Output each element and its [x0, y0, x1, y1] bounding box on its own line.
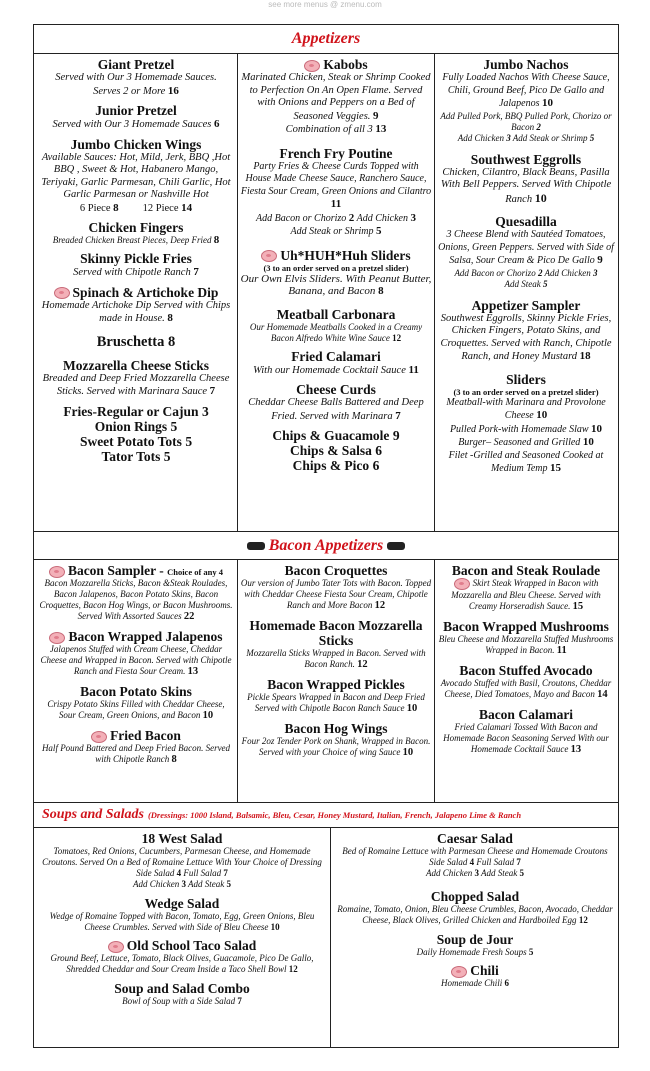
appetizers-col-1 [38, 57, 234, 464]
item-name: Bacon Stuffed Avocado [459, 663, 593, 678]
item-name: Uh*HUH*Huh Sliders [280, 247, 411, 263]
divider [434, 559, 435, 802]
item-note: (3 to an order served on a pretzel slider) [453, 386, 599, 397]
item-desc: Crispy Potato Skins Filled with Cheddar Cheese, Sour Cream, Green Onions, and Bacon [47, 699, 225, 720]
item-name: Soup de Jour [436, 932, 514, 947]
item-price: 7 [237, 996, 242, 1006]
sunglasses-icon [387, 542, 405, 550]
item-name: Onion Rings [94, 418, 168, 434]
item-price: 5 [528, 947, 534, 957]
pig-icon [49, 632, 65, 644]
item-price: 3 [506, 132, 511, 143]
menu-item [437, 152, 615, 207]
item-price: 8 [213, 234, 220, 246]
item-name: Quesadilla [495, 214, 557, 229]
item-desc: Breaded Chicken Breast Pieces, Deep Fried [52, 235, 212, 245]
menu-item [240, 307, 432, 344]
item-price: 5 [226, 879, 232, 889]
divider [34, 53, 618, 54]
item-price: 5 [589, 132, 595, 143]
add-on: Add Steak or Shrimp [512, 132, 588, 143]
item-name: Tator Tots [101, 448, 161, 464]
add-on: Add Chicken [457, 132, 504, 143]
soups-title: Soups and Salads [42, 807, 144, 822]
item-price: 22 [183, 611, 195, 622]
appetizers-title: Appetizers [291, 30, 361, 47]
add-on: Add Steak [481, 868, 518, 878]
menu-item [240, 349, 432, 378]
divider [34, 559, 618, 560]
add-on: Add Bacon or Chorizo [256, 212, 347, 224]
item-price: 2 [536, 121, 541, 132]
item-name: Soup and Salad Combo [114, 981, 250, 996]
item-name: Jumbo Chicken Wings [70, 136, 202, 152]
item-price: 10 [406, 703, 418, 714]
item-price: 2 [348, 211, 355, 224]
item-name: Chopped Salad [430, 889, 520, 904]
item-price: 5 [163, 448, 171, 464]
item-name: Fried Calamari [291, 348, 381, 364]
slider-option: Pulled Pork-with Homemade Slaw [449, 423, 589, 435]
item-price: 7 [209, 385, 216, 397]
divider [330, 827, 331, 1047]
item-price: 14 [597, 689, 608, 700]
item-price: 5 [376, 225, 382, 237]
item-name: Sliders [506, 371, 546, 387]
item-name: Bacon Wrapped Pickles [267, 677, 405, 692]
item-price: 11 [330, 198, 342, 210]
item-name: Mozzarella Cheese Sticks [63, 357, 209, 373]
item-price: 8 [378, 285, 384, 297]
menu-item [336, 889, 614, 926]
item-price: 2 [537, 267, 543, 278]
item-desc: Available Sauces: Hot, Mild, Jerk, BBQ ,Hot BBQ , Sweet & Hot, Habanero Mango, Teriyaki, Garlic Parmesan, Chili Garlic, Hot Garlic Parmesan or Nashville Hot [41, 151, 231, 200]
add-on: Add Pulled Pork, BBQ Pulled Pork, Chorizo or Bacon [440, 110, 612, 132]
menu-item [240, 563, 432, 611]
menu-item [240, 721, 432, 758]
menu-item [437, 619, 615, 656]
item-name: Bacon Sampler - [67, 563, 164, 578]
pig-icon [304, 60, 320, 72]
item-price: 4 [176, 868, 182, 878]
item-name: Giant Pretzel [97, 57, 175, 72]
dressings-list: (Dressings: 1000 Island, Balsamic, Bleu, Cesar, Honey Mustard, Italian, French, Jalapeno Lime & Ranch [147, 810, 522, 820]
item-price: 12 [578, 915, 588, 925]
divider [237, 53, 238, 531]
menu-item [437, 707, 615, 755]
divider [237, 559, 238, 802]
item-name: French Fry Poutine [279, 145, 393, 161]
pig-icon [49, 566, 65, 578]
soups-col-1 [40, 831, 324, 1012]
item-desc: Our Own Elvis Sliders. With Peanut Butter, Banana, and Bacon [240, 272, 432, 297]
item-price: 5 [519, 868, 525, 878]
item-price: 11 [408, 363, 419, 376]
item-desc: Bed of Romaine Lettuce with Parmesan Cheese and Homemade Croutons [342, 846, 608, 856]
item-price: 7 [193, 266, 199, 278]
item-name: Bacon Calamari [478, 707, 574, 722]
menu-item [40, 896, 324, 933]
item-price: 9 [392, 428, 400, 443]
size-label: Side Salad [429, 857, 468, 867]
item-price: 4 [469, 857, 475, 867]
appetizers-col-3 [437, 57, 615, 481]
item-price: 16 [167, 84, 179, 97]
item-name: Chips & Guacamole [272, 428, 390, 443]
menu-item [38, 335, 234, 350]
menu-item [38, 251, 234, 280]
item-name: Chicken Fingers [88, 220, 184, 235]
item-name: Caesar Salad [437, 831, 513, 846]
pig-icon [261, 250, 277, 262]
menu-item [38, 103, 234, 132]
item-name: Bacon and Steak Roulade [451, 563, 601, 578]
item-price: 15 [572, 601, 584, 612]
item-price: 8 [167, 312, 173, 324]
size-label: Full Salad [183, 868, 222, 878]
item-name: Chips & Salsa [290, 443, 372, 458]
menu-item [240, 57, 432, 137]
item-name: Wedge Salad [144, 896, 220, 911]
menu-item [336, 932, 614, 958]
divider [34, 827, 618, 828]
add-on: Add Steak or Shrimp [290, 226, 374, 237]
item-desc: Skirt Steak Wrapped in Bacon with Mozzarella and Bleu Cheese. Served with Creamy Horseradish Sauce. [451, 578, 601, 611]
menu-item [437, 214, 615, 290]
item-name: Bacon Potato Skins [80, 684, 192, 699]
item-name: Jumbo Nachos [483, 57, 569, 72]
add-on: Add Chicken [132, 879, 180, 889]
menu-item [38, 728, 234, 765]
item-price: 11 [556, 645, 567, 656]
menu-item [40, 938, 324, 975]
item-desc: 3 Cheese Blend with Sautéed Tomatoes, Onions, Green Peppers. Served with Side of Salsa, Sour Cream & Pico De Gallo [438, 229, 614, 266]
item-price: 8 [113, 201, 119, 214]
item-name: Bacon Hog Wings [284, 721, 388, 736]
item-price: 9 [597, 254, 603, 266]
menu-item [38, 137, 234, 216]
item-price: 9 [373, 109, 379, 122]
item-name: Bacon Croquettes [284, 563, 388, 578]
bacon-col-3 [437, 563, 615, 760]
item-desc: Romaine, Tomato, Onion, Bleu Cheese Crumbles, Bacon, Avocado, Cheddar Cheese, Black Olives, Grilled Chicken and Hardboiled Egg [337, 904, 613, 925]
item-name: Kabobs [323, 57, 368, 72]
item-desc: Served with Chipotle Ranch [73, 267, 191, 278]
item-desc: Chicken, Cilantro, Black Beans, Pasilla With Bell Peppers. Served With Chipotle Ranch [440, 166, 612, 205]
menu-item [38, 629, 234, 677]
menu-item [437, 563, 615, 612]
item-name: Chips & Pico [292, 458, 370, 473]
item-desc: Pickle Spears Wrapped in Bacon and Deep Fried Served with Chipotle Bacon Ranch Sauce [247, 692, 425, 713]
item-desc: Fully Loaded Nachos With Cheese Sauce, Chili, Ground Beef, Pico De Gallo and Jalapenos [442, 72, 610, 109]
item-price: 18 [579, 350, 591, 362]
item-note: Choice of any 4 [167, 567, 224, 577]
item-price: 13 [187, 666, 199, 677]
divider [34, 802, 618, 803]
item-name: Fries-Regular or Cajun [63, 403, 199, 419]
item-desc: With our Homemade Cocktail Sauce [253, 364, 406, 376]
size-label: Full Salad [476, 857, 515, 867]
item-desc: Homemade Artichoke Dip Served with Chips made in House. [41, 299, 231, 324]
menu-item [38, 358, 234, 399]
menu-item [40, 831, 324, 890]
item-price: 14 [181, 201, 193, 214]
item-price: 15 [550, 462, 562, 474]
item-desc: Party Fries & Cheese Curds Topped with House Made Cheese Sauce, Ranchero Sauce, Fiesta Sour Cream, Green Onions and Cilantro [240, 160, 432, 197]
site-note: see more menus @ zmenu.com [268, 0, 382, 9]
item-desc: Serves 2 or More [93, 85, 166, 97]
menu-item [240, 618, 432, 670]
item-desc: Mozzarella Sticks Wrapped in Bacon. Served with Bacon Ranch. [246, 648, 426, 669]
item-desc: Jalapenos Stuffed with Cream Cheese, Cheddar Cheese and Wrapped in Bacon. Served with Chipotle Ranch and Fiesta Sour Cream. [40, 644, 232, 676]
item-desc: Breaded and Deep Fried Mozzarella Cheese Sticks. Served with Marinara Sauce [42, 372, 230, 397]
item-name: Southwest Eggrolls [470, 151, 582, 167]
item-name: Spinach & Artichoke Dip [72, 284, 219, 300]
bacon-col-1 [38, 563, 234, 770]
item-price: 7 [395, 409, 401, 422]
pig-icon [54, 287, 70, 299]
sides-list [38, 404, 234, 464]
item-price: 10 [534, 190, 547, 205]
pig-icon [91, 731, 107, 743]
add-on: Add Chicken [425, 868, 473, 878]
soups-col-2 [336, 831, 614, 994]
bacon-appetizers-title: Bacon Appetizers [268, 537, 384, 554]
item-desc: Ground Beef, Lettuce, Tomato, Black Olives, Guacamole, Pico De Gallo, Shredded Cheddar and Sour Cream Inside a Taco Shell Bowl [50, 953, 314, 974]
add-on: Add Chicken [544, 267, 591, 278]
pig-icon [108, 941, 124, 953]
item-desc: Tomatoes, Red Onions, Cucumbers, Parmesan Cheese, and Homemade Croutons. Served On a Bed of Romaine Lettuce With Your Choice of Dressing [42, 846, 322, 867]
menu-item [437, 663, 615, 700]
item-name: Chili [470, 963, 499, 978]
menu-item [38, 220, 234, 246]
item-price: 3 [474, 868, 479, 878]
item-desc: Cheddar Cheese Balls Battered and Deep Fried. Served with Marinara [248, 397, 424, 422]
piece-label: 12 Piece [142, 202, 179, 214]
item-desc: Daily Homemade Fresh Soups [416, 947, 527, 957]
size-label: Side Salad [136, 868, 175, 878]
piece-label: 6 Piece [79, 202, 111, 214]
menu-item [437, 372, 615, 476]
menu-item [38, 684, 234, 721]
item-name: Bruschetta [96, 333, 165, 350]
item-price: 5 [543, 278, 548, 289]
item-price: 3 [410, 211, 416, 224]
item-price: 7 [516, 857, 521, 867]
item-price: 7 [223, 868, 228, 878]
item-price: 13 [375, 123, 387, 135]
item-name: Meatball Carbonara [276, 306, 396, 322]
item-desc: Wedge of Romaine Topped with Bacon, Tomato, Egg, Green Onions, Bleu Cheese Crumbles. Served with Side of Bleu Cheese [49, 911, 315, 932]
menu-item [40, 981, 324, 1007]
item-price: 12 [357, 659, 368, 670]
menu-item [336, 963, 614, 989]
menu-item [240, 248, 432, 298]
item-name: Homemade Bacon Mozzarella Sticks [249, 618, 423, 648]
menu-item [240, 382, 432, 423]
menu-frame [33, 24, 619, 1048]
item-name: Sweet Potato Tots [79, 433, 182, 449]
item-name: 18 West Salad [141, 831, 223, 846]
bacon-col-2 [240, 563, 432, 763]
menu-item [240, 677, 432, 714]
item-desc: Fried Calamari Tossed With Bacon and Homemade Bacon Seasoning Served With our Homemade Cocktail Sauce [443, 722, 609, 754]
sunglasses-icon [247, 542, 265, 550]
item-price: 10 [542, 97, 554, 109]
item-price: 12 [374, 600, 386, 611]
menu-item [437, 298, 615, 364]
item-name: Bacon Wrapped Jalapenos [68, 629, 223, 644]
item-price: 3 [593, 267, 598, 278]
bacon-appetizers-header [34, 537, 618, 555]
item-note: (3 to an order served on a pretzel slider) [263, 262, 409, 273]
item-name: Bacon Wrapped Mushrooms [443, 619, 609, 634]
item-name: Junior Pretzel [95, 103, 177, 118]
item-price: 5 [170, 418, 178, 434]
menu-item [437, 57, 615, 144]
item-desc: Our version of Jumbo Tater Tots with Bacon. Topped with Cheddar Cheese Fiesta Sour Cream, Chipotle Ranch and More Bacon [240, 578, 432, 610]
item-desc: Bacon Mozzarella Sticks, Bacon &Steak Roulades, Bacon Jalapenos, Bacon Potato Skins, Bacon Croquettes, Bacon Hog Wings, or Bacon Mushrooms. Served With Assorted Sauces [39, 578, 233, 621]
menu-item [38, 563, 234, 622]
item-extra: Combination of all 3 [285, 124, 373, 135]
item-price: 10 [582, 436, 594, 448]
menu-item [240, 146, 432, 239]
item-price: 12 [288, 964, 298, 974]
item-price: 10 [591, 422, 603, 435]
item-price: 10 [202, 710, 214, 721]
item-price: 12 [392, 332, 402, 343]
item-name: Fried Bacon [110, 728, 181, 743]
item-desc: Served with Our 3 Homemade Sauces [52, 119, 212, 130]
item-name: Old School Taco Salad [126, 938, 257, 953]
soups-header [42, 805, 612, 823]
menu-item [336, 831, 614, 879]
add-on: Add Bacon or Chorizo [454, 267, 536, 278]
add-on: Add Steak [504, 278, 541, 289]
slider-option: Meatball-with Marinara and Provolone Cheese [446, 396, 606, 421]
item-price: 6 [375, 443, 382, 458]
menu-item [38, 285, 234, 326]
item-price: 10 [270, 922, 280, 932]
divider [434, 53, 435, 531]
menu-item [38, 57, 234, 98]
item-price: 6 [504, 978, 509, 988]
item-desc: Homemade Chili [441, 978, 503, 988]
item-price: 5 [185, 433, 193, 449]
add-on: Add Steak [188, 879, 225, 889]
item-price: 3 [201, 403, 209, 419]
pig-icon [451, 966, 467, 978]
item-price: 8 [168, 333, 176, 350]
item-price: 6 [372, 458, 380, 473]
item-price: 13 [570, 744, 582, 755]
slider-option: Burger– Seasoned and Grilled [458, 437, 581, 448]
item-desc: Marinated Chicken, Steak or Shrimp Cooked to Perfection On An Open Flame. Served with Onions and Peppers on a Bed of Seasoned Veggies. [241, 72, 431, 122]
item-price: 10 [402, 747, 414, 758]
item-desc: Half Pound Battered and Deep Fried Bacon. Served with Chipotle Ranch [41, 743, 231, 764]
chips-list [240, 428, 432, 473]
item-desc: Our Homemade Meatballs Cooked in a Creamy Bacon Alfredo White Wine Sauce [249, 321, 423, 343]
item-price: 10 [536, 409, 548, 421]
appetizers-col-2 [240, 57, 432, 473]
item-desc: Avocado Stuffed with Basil, Croutons, Cheddar Cheese, Died Tomatoes, Mayo and Bacon [440, 678, 612, 699]
item-desc: Bleu Cheese and Mozzarella Stuffed Mushrooms Wrapped in Bacon. [438, 634, 614, 655]
item-desc: Bowl of Soup with a Side Salad [122, 996, 236, 1006]
item-price: 6 [214, 118, 220, 130]
item-name: Appetizer Sampler [471, 297, 581, 313]
item-price: 3 [181, 879, 186, 889]
item-price: 8 [171, 754, 177, 765]
slider-option: Filet -Grilled and Seasoned Cooked at Medium Temp [448, 449, 604, 474]
item-desc: Served with Our 3 Homemade Sauces. [55, 72, 217, 83]
item-name: Skinny Pickle Fries [80, 251, 192, 266]
divider [34, 531, 618, 532]
item-desc: Southwest Eggrolls, Skinny Pickle Fries, Chicken Fingers, Potato Skins, and Croquettes. Served with Ranch, Chipotle Ranch, and Honey Mustard [440, 312, 612, 362]
item-desc: Four 2oz Tender Pork on Shank, Wrapped in Bacon. Served with your Choice of wing Sauce [241, 736, 431, 757]
pig-icon [454, 578, 470, 590]
item-name: Cheese Curds [296, 382, 376, 397]
add-on: Add Chicken [356, 212, 408, 224]
